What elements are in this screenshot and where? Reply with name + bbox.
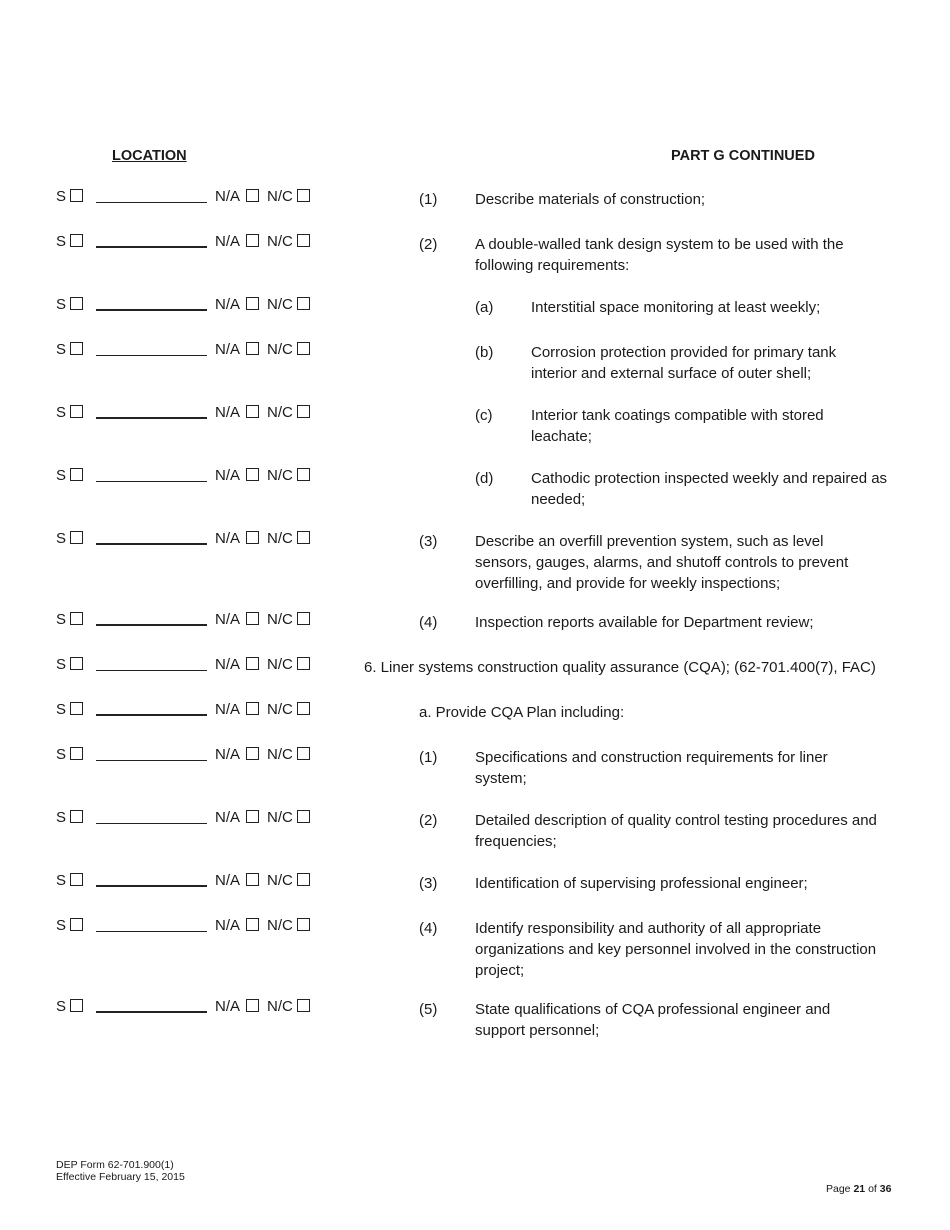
nc-checkbox[interactable] bbox=[297, 873, 310, 886]
na-label: N/A bbox=[215, 233, 241, 251]
item-number: (2) bbox=[419, 812, 438, 829]
nc-checkbox[interactable] bbox=[297, 468, 310, 481]
na-label: N/A bbox=[215, 296, 241, 314]
na-checkbox[interactable] bbox=[246, 873, 259, 886]
nc-label: N/C bbox=[267, 341, 293, 359]
item-text: 6. Liner systems construction quality assurance (CQA); (62-701.400(7), FAC) bbox=[364, 659, 876, 676]
s-label: S bbox=[56, 872, 67, 890]
checklist-row bbox=[56, 296, 310, 314]
item-text: Corrosion protection provided for primary tank interior and external surface of outer shell; bbox=[531, 344, 837, 382]
nc-label: N/C bbox=[267, 656, 293, 674]
s-checkbox[interactable] bbox=[70, 405, 83, 418]
na-label: N/A bbox=[215, 998, 241, 1016]
item-text: Specifications and construction requirements for liner system; bbox=[475, 749, 828, 787]
checklist-row bbox=[56, 809, 310, 827]
page-total: 36 bbox=[879, 1183, 892, 1195]
s-checkbox[interactable] bbox=[70, 612, 83, 625]
na-checkbox[interactable] bbox=[246, 810, 259, 823]
location-field[interactable] bbox=[96, 417, 207, 419]
s-label: S bbox=[56, 611, 67, 629]
item-text: Describe materials of construction; bbox=[475, 191, 706, 208]
item-number: (3) bbox=[419, 533, 438, 550]
na-label: N/A bbox=[215, 530, 241, 548]
s-label: S bbox=[56, 404, 67, 422]
nc-label: N/C bbox=[267, 233, 293, 251]
item-number: (3) bbox=[419, 875, 438, 892]
nc-checkbox[interactable] bbox=[297, 612, 310, 625]
nc-checkbox[interactable] bbox=[297, 297, 310, 310]
s-checkbox[interactable] bbox=[70, 873, 83, 886]
item-number: (a) bbox=[475, 299, 494, 316]
nc-checkbox[interactable] bbox=[297, 531, 310, 544]
na-label: N/A bbox=[215, 656, 241, 674]
s-label: S bbox=[56, 917, 67, 935]
item-text: A double-walled tank design system to be used with the following requirements: bbox=[475, 236, 844, 274]
item-text: Detailed description of quality control testing procedures and frequencies; bbox=[475, 812, 877, 850]
location-field[interactable] bbox=[96, 624, 207, 626]
s-label: S bbox=[56, 188, 67, 206]
location-field[interactable] bbox=[96, 543, 207, 545]
location-field[interactable] bbox=[96, 246, 207, 248]
location-field[interactable] bbox=[96, 202, 207, 203]
item-number: (1) bbox=[419, 191, 438, 208]
nc-label: N/C bbox=[267, 998, 293, 1016]
na-checkbox[interactable] bbox=[246, 702, 259, 715]
nc-checkbox[interactable] bbox=[297, 747, 310, 760]
nc-checkbox[interactable] bbox=[297, 657, 310, 670]
checklist-row bbox=[56, 611, 310, 629]
na-checkbox[interactable] bbox=[246, 612, 259, 625]
part-heading: PART G CONTINUED bbox=[671, 148, 815, 164]
s-checkbox[interactable] bbox=[70, 918, 83, 931]
na-label: N/A bbox=[215, 917, 241, 935]
nc-checkbox[interactable] bbox=[297, 918, 310, 931]
nc-label: N/C bbox=[267, 809, 293, 827]
s-label: S bbox=[56, 746, 67, 764]
nc-label: N/C bbox=[267, 404, 293, 422]
s-label: S bbox=[56, 809, 67, 827]
na-label: N/A bbox=[215, 611, 241, 629]
checklist-row bbox=[56, 917, 310, 935]
location-heading: LOCATION bbox=[112, 148, 187, 164]
s-checkbox[interactable] bbox=[70, 657, 83, 670]
item-text: Describe an overfill prevention system, such as level sensors, gauges, alarms, and shutoff controls to prevent overfilling, and provide for weekly inspections; bbox=[475, 533, 849, 592]
na-label: N/A bbox=[215, 746, 241, 764]
na-checkbox[interactable] bbox=[246, 531, 259, 544]
effective-date: Effective February 15, 2015 bbox=[56, 1171, 185, 1183]
na-checkbox[interactable] bbox=[246, 342, 259, 355]
s-label: S bbox=[56, 341, 67, 359]
form-number: DEP Form 62-701.900(1) bbox=[56, 1159, 174, 1171]
nc-label: N/C bbox=[267, 701, 293, 719]
nc-label: N/C bbox=[267, 296, 293, 314]
na-checkbox[interactable] bbox=[246, 297, 259, 310]
location-field[interactable] bbox=[96, 931, 207, 932]
s-checkbox[interactable] bbox=[70, 810, 83, 823]
na-checkbox[interactable] bbox=[246, 747, 259, 760]
s-label: S bbox=[56, 530, 67, 548]
na-label: N/A bbox=[215, 404, 241, 422]
item-text: State qualifications of CQA professional engineer and support personnel; bbox=[475, 1001, 831, 1039]
na-label: N/A bbox=[215, 809, 241, 827]
s-checkbox[interactable] bbox=[70, 702, 83, 715]
item-text: a. Provide CQA Plan including: bbox=[419, 704, 625, 721]
location-field[interactable] bbox=[96, 355, 207, 356]
item-text: Interior tank coatings compatible with stored leachate; bbox=[531, 407, 824, 445]
checklist-row bbox=[56, 656, 310, 674]
checklist-row bbox=[56, 701, 310, 719]
item-text: Interstitial space monitoring at least weekly; bbox=[531, 299, 821, 316]
nc-checkbox[interactable] bbox=[297, 189, 310, 202]
location-field[interactable] bbox=[96, 885, 207, 887]
nc-checkbox[interactable] bbox=[297, 342, 310, 355]
page-current: 21 bbox=[853, 1183, 866, 1195]
s-label: S bbox=[56, 701, 67, 719]
checklist-row bbox=[56, 746, 310, 764]
item-number: (2) bbox=[419, 236, 438, 253]
nc-label: N/C bbox=[267, 611, 293, 629]
s-checkbox[interactable] bbox=[70, 999, 83, 1012]
item-number: (b) bbox=[475, 344, 494, 361]
location-field[interactable] bbox=[96, 823, 207, 824]
nc-label: N/C bbox=[267, 872, 293, 890]
s-checkbox[interactable] bbox=[70, 234, 83, 247]
location-field[interactable] bbox=[96, 1011, 207, 1013]
item-text: Identify responsibility and authority of all appropriate organizations and key personnel involved in the construction project; bbox=[475, 920, 877, 979]
item-text: Inspection reports available for Department review; bbox=[475, 614, 814, 631]
item-text: Identification of supervising professional engineer; bbox=[475, 875, 808, 892]
s-checkbox[interactable] bbox=[70, 297, 83, 310]
item-text: Cathodic protection inspected weekly and repaired as needed; bbox=[531, 470, 888, 508]
s-checkbox[interactable] bbox=[70, 189, 83, 202]
s-label: S bbox=[56, 467, 67, 485]
nc-label: N/C bbox=[267, 467, 293, 485]
checklist-row bbox=[56, 530, 310, 548]
na-label: N/A bbox=[215, 341, 241, 359]
checklist-row bbox=[56, 188, 310, 206]
nc-label: N/C bbox=[267, 917, 293, 935]
na-checkbox[interactable] bbox=[246, 468, 259, 481]
location-field[interactable] bbox=[96, 714, 207, 716]
na-checkbox[interactable] bbox=[246, 918, 259, 931]
item-number: (d) bbox=[475, 470, 494, 487]
nc-checkbox[interactable] bbox=[297, 234, 310, 247]
na-label: N/A bbox=[215, 701, 241, 719]
item-number: (c) bbox=[475, 407, 493, 424]
na-checkbox[interactable] bbox=[246, 999, 259, 1012]
item-number: (1) bbox=[419, 749, 438, 766]
location-field[interactable] bbox=[96, 760, 207, 761]
s-checkbox[interactable] bbox=[70, 531, 83, 544]
na-checkbox[interactable] bbox=[246, 405, 259, 418]
page-of: of bbox=[868, 1183, 877, 1195]
s-label: S bbox=[56, 296, 67, 314]
nc-label: N/C bbox=[267, 746, 293, 764]
nc-checkbox[interactable] bbox=[297, 999, 310, 1012]
na-checkbox[interactable] bbox=[246, 189, 259, 202]
nc-label: N/C bbox=[267, 188, 293, 206]
page-prefix: Page bbox=[826, 1183, 851, 1195]
s-label: S bbox=[56, 656, 67, 674]
item-number: (4) bbox=[419, 614, 438, 631]
location-field[interactable] bbox=[96, 481, 207, 482]
checklist-row bbox=[56, 341, 310, 359]
na-label: N/A bbox=[215, 872, 241, 890]
na-checkbox[interactable] bbox=[246, 234, 259, 247]
nc-checkbox[interactable] bbox=[297, 405, 310, 418]
s-label: S bbox=[56, 998, 67, 1016]
s-checkbox[interactable] bbox=[70, 468, 83, 481]
nc-checkbox[interactable] bbox=[297, 702, 310, 715]
item-number: (5) bbox=[419, 1001, 438, 1018]
s-checkbox[interactable] bbox=[70, 747, 83, 760]
checklist-row bbox=[56, 233, 310, 251]
checklist-row bbox=[56, 467, 310, 485]
checklist-row bbox=[56, 998, 310, 1016]
nc-label: N/C bbox=[267, 530, 293, 548]
na-label: N/A bbox=[215, 188, 241, 206]
nc-checkbox[interactable] bbox=[297, 810, 310, 823]
checklist-row bbox=[56, 404, 310, 422]
na-checkbox[interactable] bbox=[246, 657, 259, 670]
page-number bbox=[826, 1183, 891, 1195]
s-checkbox[interactable] bbox=[70, 342, 83, 355]
na-label: N/A bbox=[215, 467, 241, 485]
location-field[interactable] bbox=[96, 309, 207, 311]
location-field[interactable] bbox=[96, 670, 207, 671]
s-label: S bbox=[56, 233, 67, 251]
form-footer bbox=[56, 1159, 185, 1183]
checklist-row bbox=[56, 872, 310, 890]
item-number: (4) bbox=[419, 920, 438, 937]
